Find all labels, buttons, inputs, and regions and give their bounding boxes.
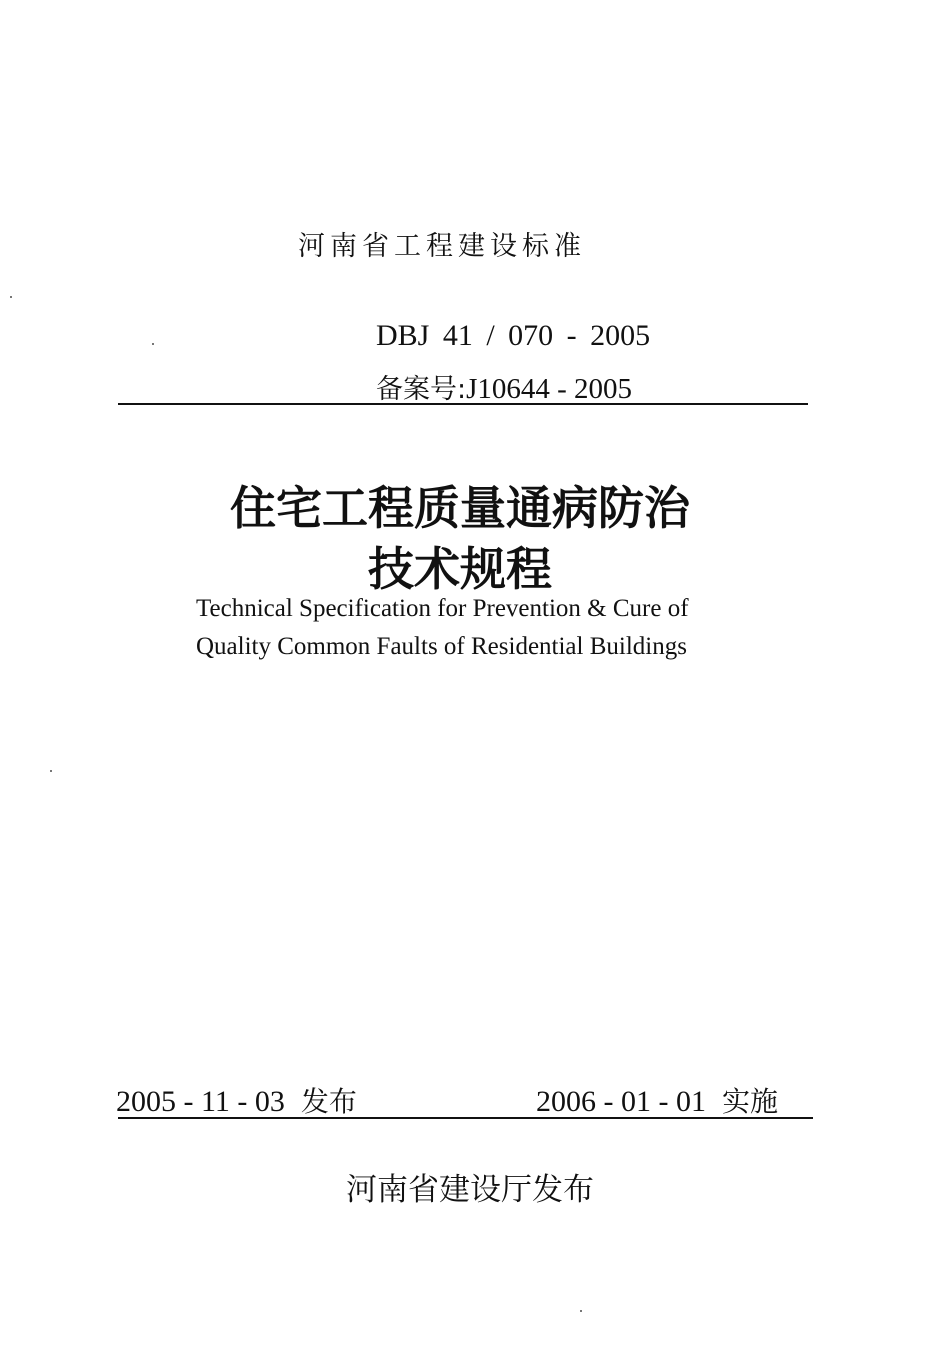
scan-speck: [10, 296, 12, 298]
document-title-en-line1: Technical Specification for Prevention & Cure of: [196, 595, 689, 622]
record-number-label: 备案号:: [376, 374, 467, 405]
standard-series-title: 河南省工程建设标准: [298, 231, 586, 262]
issue-label: 发布: [300, 1085, 357, 1118]
scan-speck: [580, 1310, 582, 1312]
issue-date-block: [116, 1080, 357, 1120]
footer-divider: [118, 1117, 813, 1119]
record-number: [376, 367, 632, 406]
standard-code: DBJ 41 / 070 - 2005: [376, 319, 651, 352]
record-number-value: J10644 - 2005: [466, 373, 633, 405]
effective-date-block: [536, 1080, 778, 1120]
effective-date: 2006 - 01 - 01: [536, 1085, 706, 1118]
document-title-en-line2: Quality Common Faults of Residential Buildings: [196, 633, 687, 660]
scan-speck: [50, 770, 52, 772]
document-title-cn-line2: 技术规程: [368, 542, 552, 596]
scan-speck: [152, 343, 154, 345]
issue-date: 2005 - 11 - 03: [116, 1085, 285, 1118]
header-divider: [118, 403, 808, 405]
publisher: 河南省建设厅发布: [346, 1172, 594, 1208]
effective-label: 实施: [721, 1085, 778, 1118]
document-title-cn-line1: 住宅工程质量通病防治: [230, 481, 690, 535]
